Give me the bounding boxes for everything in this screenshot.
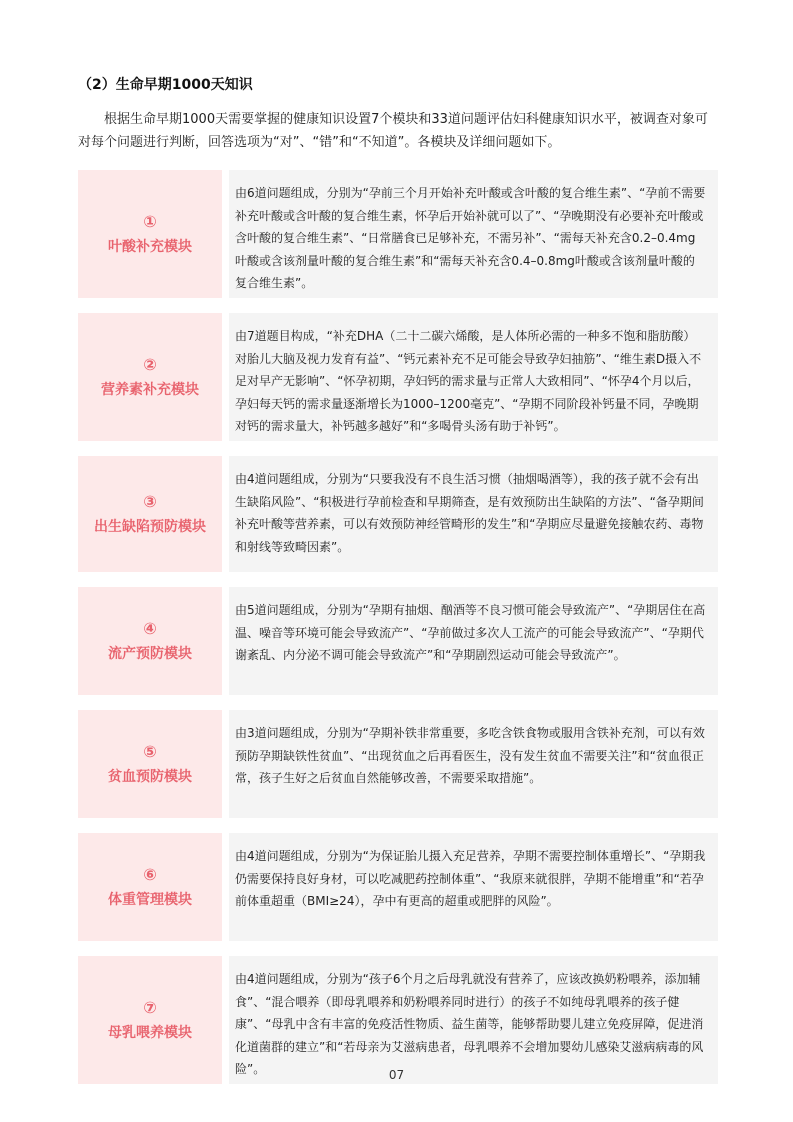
module-number: ⑤: [143, 742, 157, 761]
module-name: 营养素补充模块: [101, 382, 199, 398]
module-description: 由4道问题组成，分别为“为保证胎儿摄入充足营养，孕期不需要控制体重增长”、“孕期我仍需要保持良好身材，可以吃减肥药控制体重”、“我原来就很胖，孕期不能增重”和“若孕前体重超重（BMI≥24），孕中有更高的超重或肥胖的风险”。: [229, 833, 718, 941]
module-name: 贫血预防模块: [108, 769, 192, 785]
module-name: 叶酸补充模块: [108, 239, 192, 255]
module-name: 流产预防模块: [108, 646, 192, 662]
module-nutrients: [78, 313, 718, 441]
module-number: ⑦: [143, 998, 157, 1017]
module-label: [78, 956, 222, 1084]
module-list: [78, 170, 718, 1099]
module-label: [78, 170, 222, 298]
module-weight: [78, 833, 718, 941]
module-description: 由4道问题组成，分别为“只要我没有不良生活习惯（抽烟喝酒等），我的孩子就不会有出生缺陷风险”、“积极进行孕前检查和早期筛查，是有效预防出生缺陷的方法”、“备孕期间补充叶酸等营养素，可以有效预防神经管畸形的发生”和“孕期应尽量避免接触农药、毒物和射线等致畸因素”。: [229, 456, 718, 572]
module-number: ⑥: [143, 865, 157, 884]
module-birth-defect: [78, 456, 718, 572]
module-description: 由3道问题组成，分别为“孕期补铁非常重要，多吃含铁食物或服用含铁补充剂，可以有效预防孕期缺铁性贫血”、“出现贫血之后再看医生，没有发生贫血不需要关注”和“贫血很正常，孩子生好之后贫血自然能够改善，不需要采取措施”。: [229, 710, 718, 818]
module-label: [78, 587, 222, 695]
module-label: [78, 313, 222, 441]
module-name: 出生缺陷预防模块: [94, 519, 206, 535]
module-miscarriage: [78, 587, 718, 695]
module-description: 由4道问题组成，分别为“孩子6个月之后母乳就没有营养了，应该改换奶粉喂养，添加辅食”、“混合喂养（即母乳喂养和奶粉喂养同时进行）的孩子不如纯母乳喂养的孩子健康”、“母乳中含有丰富的免疫活性物质、益生菌等，能够帮助婴儿建立免疫屏障，促进消化道菌群的建立”和“若母亲为艾滋病患者，母乳喂养不会增加婴幼儿感染艾滋病病毒的风险”。: [229, 956, 718, 1084]
module-number: ④: [143, 619, 157, 638]
page-number: 07: [388, 1068, 405, 1082]
module-name: 体重管理模块: [108, 892, 192, 908]
section-title: （2）生命早期1000天知识: [78, 77, 253, 93]
module-number: ③: [143, 492, 157, 511]
module-description: 由5道问题组成，分别为“孕期有抽烟、酗酒等不良习惯可能会导致流产”、“孕期居住在高温、噪音等环境可能会导致流产”、“孕前做过多次人工流产的可能会导致流产”、“孕期代谢紊乱、内分泌不调可能会导致流产”和“孕期剧烈运动可能会导致流产”。: [229, 587, 718, 695]
module-number: ②: [143, 355, 157, 374]
module-breastfeeding: [78, 956, 718, 1084]
module-description: 由6道问题组成，分别为“孕前三个月开始补充叶酸或含叶酸的复合维生素”、“孕前不需要补充叶酸或含叶酸的复合维生素，怀孕后开始补就可以了”、“孕晚期没有必要补充叶酸或含叶酸的复合维生素”、“日常膳食已足够补充，不需另补”、“需每天补充含0.2–0.4mg叶酸或含该剂量叶酸的复合维生素”和“需每天补充含0.4–0.8mg叶酸或含该剂量叶酸的复合维生素”。: [229, 170, 718, 298]
module-anemia: [78, 710, 718, 818]
intro-paragraph: 根据生命早期1000天需要掌握的健康知识设置7个模块和33道问题评估妇科健康知识水平，被调查对象可对每个问题进行判断，回答选项为“对”、“错”和“不知道”。各模块及详细问题如下。: [78, 112, 708, 150]
module-number: ①: [143, 212, 157, 231]
module-label: [78, 456, 222, 572]
module-folic-acid: [78, 170, 718, 298]
module-label: [78, 710, 222, 818]
module-label: [78, 833, 222, 941]
module-description: 由7道题目构成，“补充DHA（二十二碳六烯酸，是人体所必需的一种多不饱和脂肪酸）对胎儿大脑及视力发育有益”、“钙元素补充不足可能会导致孕妇抽筋”、“维生素D摄入不足对早产无影响”、“怀孕初期，孕妇钙的需求量与正常人大致相同”、“怀孕4个月以后，孕妇每天钙的需求量逐渐增长为1000–1200毫克”、“孕期不同阶段补钙量不同，孕晚期对钙的需求量大，补钙越多越好”和“多喝骨头汤有助于补钙”。: [229, 313, 718, 441]
module-name: 母乳喂养模块: [108, 1025, 192, 1041]
